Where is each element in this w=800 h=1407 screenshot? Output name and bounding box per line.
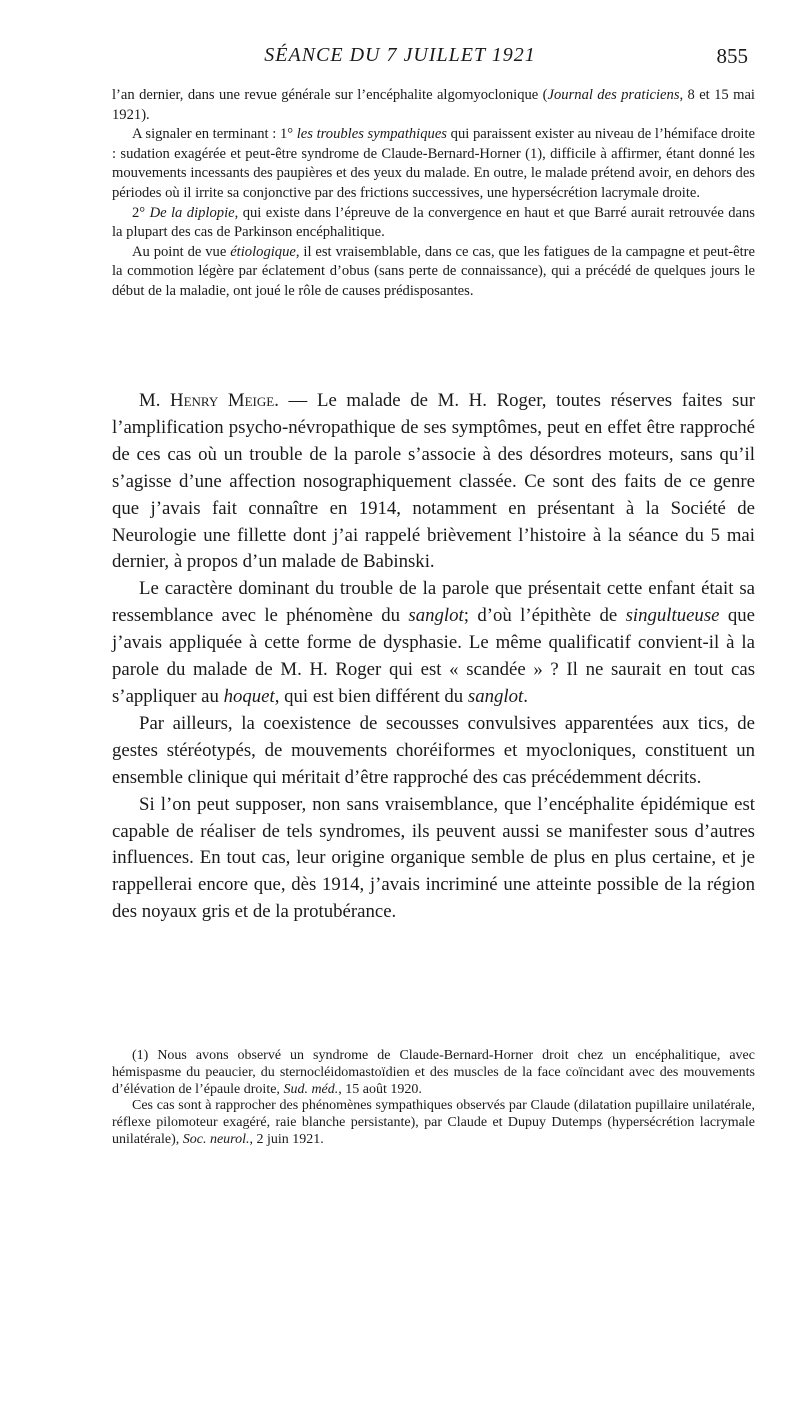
footnotes <box>112 1048 755 1149</box>
footnote-1: (1) Nous avons observé un syndrome de Claude-Bernard-Horner droit chez un encéphalitique, avec hémispasme du peaucier, du sternocléidomastoïdien et des muscles de la face coïncidant avec des mouvements d’élévation de l’épaule droite, Sud. méd., 15 août 1920. <box>112 1048 755 1097</box>
paragraph-diplopia: 2° De la diplopie, qui existe dans l’épreuve de la convergence en haut et que Barré aurait retrouvée dans la plupart des cas de Parkinson encéphalitique. <box>112 204 755 241</box>
speaker-name: M. Henry Meige. <box>139 390 279 411</box>
paragraph-journal-reference: l’an dernier, dans une revue générale sur l’encéphalite algomyoclonique (Journal des praticiens, 8 et 15 mai 1921). <box>112 87 755 123</box>
running-title: SÉANCE DU 7 JUILLET 1921 <box>264 44 536 66</box>
paragraph-coexistence: Par ailleurs, la coexistence de secousses convulsives apparentées aux tics, de gestes stéréotypés, de mouvements choréiformes et myocloniques, constituent un ensemble clinique qui méritait d’être rapproché des cas précédemment décrits. <box>112 712 755 788</box>
case-report-section <box>112 86 755 302</box>
paragraph-speech-trouble: Le caractère dominant du trouble de la parole que présentait cette enfant était sa ressemblance avec le phénomène du sanglot; d’où l’épithète de singultueuse que j’avais appliquée à cette forme de dysphasie. Le même qualificatif convient-il à la parole du malade de M. H. Roger qui est « scandée » ? Il ne saurait en tout cas s’appliquer au hoquet, qui est bien différent du sanglot. <box>112 578 755 707</box>
paragraph-sympathetic-troubles: A signaler en terminant : 1° les troubles sympathiques qui paraissent exister au niveau de l’hémiface droite : sudation exagérée et peut-être syndrome de Claude-Bernard-Horner (1), difficile à affirmer, étant donné les mouvements incessants des paupières et des yeux du malade. En outre, le malade prétend avoir, en dehors des périodes où il irrite sa conjonctive par des frictions successives, une hypersécrétion lacrymale droite. <box>112 126 755 201</box>
paragraph-meige-intro: M. Henry Meige. — Le malade de M. H. Roger, toutes réserves faites sur l’amplification psycho-névropathique de ses symptômes, peut en effet être rapproché de ces cas où un trouble de la parole s’associe à des désordres moteurs, sans qu’il s’agisse d’une affection nosographiquement classée. Ce sont des faits de ce genre que j’avais fait connaître en 1914, notamment en présentant à la Société de Neurologie une fillette dont j’ai rappelé brièvement l’histoire à la séance du 5 mai dernier, à propos d’un malade de Babinski. <box>112 390 755 573</box>
page-header <box>0 44 800 76</box>
discussion-section <box>112 388 755 926</box>
footnote-1-continued: Ces cas sont à rapprocher des phénomènes sympathiques observés par Claude (dilatation pupillaire unilatérale, réflexe pilomoteur exagéré, raie blanche persistante), par Claude et Dupuy Dutemps (hypersécrétion lacrymale unilatérale), Soc. neurol., 2 juin 1921. <box>112 1098 755 1147</box>
paragraph-etiology: Au point de vue étiologique, il est vraisemblable, dans ce cas, que les fatigues de la campagne et peut-être la commotion légère par éclatement d’obus (sans perte de connaissance), qui a précédé de quelques jours le début de la maladie, ont joué le rôle de causes prédisposantes. <box>112 243 755 299</box>
page-number: 855 <box>716 44 748 68</box>
paragraph-conclusion: Si l’on peut supposer, non sans vraisemblance, que l’encéphalite épidémique est capable de réaliser de tels syndromes, ils peuvent aussi se manifester sous d’autres influences. En tout cas, leur origine organique semble de plus en plus certaine, et je rappellerai encore que, dès 1914, j’avais incriminé une atteinte possible de la région des noyaux gris et de la protubérance. <box>112 793 755 923</box>
